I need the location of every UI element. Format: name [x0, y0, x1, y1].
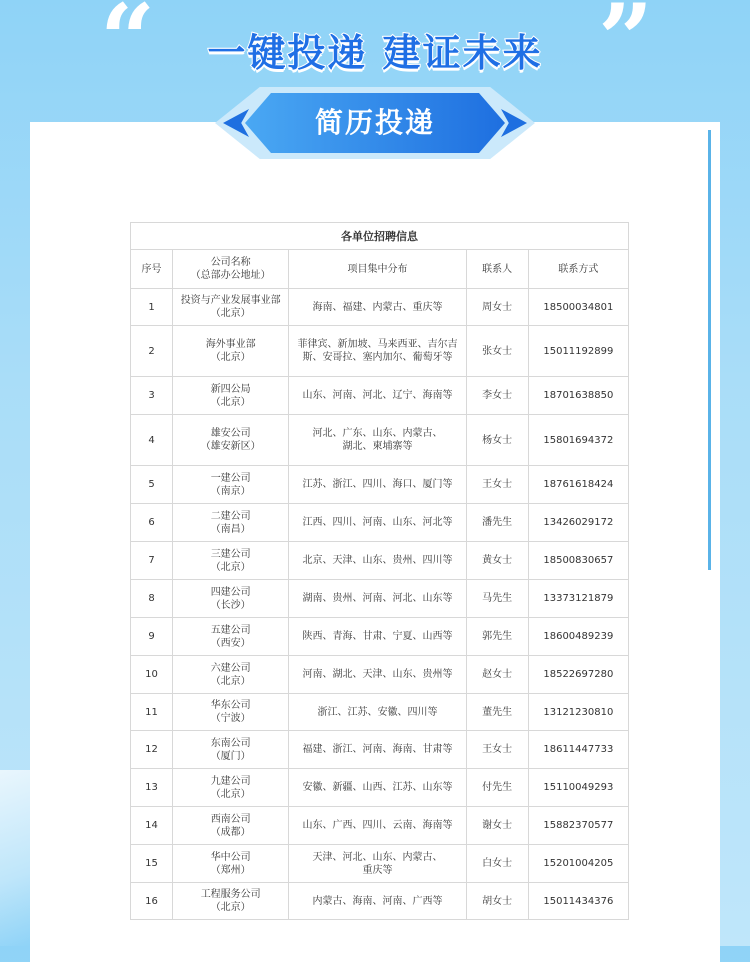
company-name: 投资与产业发展事业部 — [180, 295, 281, 306]
row-projects — [289, 731, 466, 769]
row-contact: 王女士 — [466, 731, 528, 769]
row-number: 2 — [131, 326, 173, 377]
row-contact: 董先生 — [466, 694, 528, 731]
project-line: 江西、四川、河南、山东、河北等 — [302, 517, 453, 528]
project-line: 福建、浙江、河南、海南、甘肃等 — [302, 744, 453, 755]
row-phone: 18701638850 — [528, 377, 628, 415]
row-number: 12 — [131, 731, 173, 769]
row-phone: 18600489239 — [528, 618, 628, 656]
row-company — [173, 656, 289, 694]
row-contact: 白女士 — [466, 845, 528, 883]
row-contact: 马先生 — [466, 580, 528, 618]
table-title-row — [131, 223, 629, 250]
project-line: 天津、河北、山东、内蒙古、 — [312, 851, 443, 863]
project-line: 海南、福建、内蒙古、重庆等 — [312, 301, 443, 313]
row-number: 4 — [131, 415, 173, 466]
row-projects — [289, 580, 466, 618]
project-line: 山东、河南、河北、辽宁、海南等 — [302, 390, 453, 401]
company-city: （北京） — [210, 902, 251, 913]
table-row — [131, 377, 629, 415]
row-projects — [289, 326, 466, 377]
company-city: （南昌） — [210, 523, 251, 535]
company-city: （北京） — [210, 308, 251, 319]
row-phone: 18500034801 — [528, 289, 628, 326]
row-company — [173, 883, 289, 920]
row-phone: 15801694372 — [528, 415, 628, 466]
project-line: 重庆等 — [362, 864, 393, 876]
company-name: 东南公司 — [210, 737, 251, 749]
company-city: （宁波） — [210, 713, 251, 724]
table-row — [131, 542, 629, 580]
company-name: 六建公司 — [210, 662, 251, 674]
close-quote-mark: ” — [598, 0, 654, 96]
header-projects: 项目集中分布 — [289, 250, 466, 289]
header-contact: 联系人 — [466, 250, 528, 289]
table-row — [131, 618, 629, 656]
table-row — [131, 883, 629, 920]
row-phone: 15201004205 — [528, 845, 628, 883]
company-city: （北京） — [210, 561, 251, 573]
company-city: （南京） — [210, 485, 251, 497]
row-company — [173, 580, 289, 618]
company-name: 雄安公司 — [210, 428, 251, 439]
row-company — [173, 694, 289, 731]
company-city: （北京） — [210, 788, 251, 800]
row-contact: 付先生 — [466, 769, 528, 807]
background-streak — [0, 770, 30, 946]
table-title: 各单位招聘信息 — [131, 223, 629, 250]
table-row — [131, 731, 629, 769]
page-headline: 一键投递 建证未来 — [207, 31, 543, 75]
project-line: 浙江、江苏、安徽、四川等 — [317, 706, 438, 718]
company-city: （西安） — [210, 637, 251, 649]
row-contact: 胡女士 — [466, 883, 528, 920]
table-row — [131, 580, 629, 618]
company-name: 海外事业部 — [205, 339, 256, 350]
table-header-row — [131, 250, 629, 289]
row-number: 3 — [131, 377, 173, 415]
company-city: （长沙） — [210, 599, 251, 611]
table-row — [131, 769, 629, 807]
row-contact: 周女士 — [466, 289, 528, 326]
row-company — [173, 618, 289, 656]
project-line: 陕西、青海、甘肃、宁夏、山西等 — [302, 631, 453, 642]
row-contact: 黄女士 — [466, 542, 528, 580]
row-phone: 15110049293 — [528, 769, 628, 807]
row-contact: 潘先生 — [466, 504, 528, 542]
company-city: （成都） — [210, 826, 251, 838]
project-line: 河南、湖北、天津、山东、贵州等 — [302, 669, 453, 680]
row-phone: 18761618424 — [528, 466, 628, 504]
row-company — [173, 377, 289, 415]
row-number: 8 — [131, 580, 173, 618]
header-phone: 联系方式 — [528, 250, 628, 289]
row-company — [173, 731, 289, 769]
company-name: 五建公司 — [210, 624, 251, 636]
row-phone: 15011434376 — [528, 883, 628, 920]
company-name: 西南公司 — [210, 813, 251, 825]
row-phone: 15011192899 — [528, 326, 628, 377]
row-number: 6 — [131, 504, 173, 542]
project-line: 菲律宾、新加坡、马来西亚、吉尔吉 — [297, 339, 458, 350]
company-city: （北京） — [210, 396, 251, 408]
header-company-label: 公司名称 — [210, 257, 251, 268]
company-city: （厦门） — [210, 750, 251, 762]
row-projects — [289, 377, 466, 415]
section-ribbon — [215, 87, 535, 159]
row-company — [173, 466, 289, 504]
row-projects — [289, 769, 466, 807]
recruitment-table — [130, 222, 629, 920]
company-name: 华中公司 — [210, 851, 251, 863]
company-name: 一建公司 — [210, 472, 251, 484]
row-phone: 18522697280 — [528, 656, 628, 694]
row-contact: 郭先生 — [466, 618, 528, 656]
row-number: 5 — [131, 466, 173, 504]
row-phone: 13121230810 — [528, 694, 628, 731]
row-number: 13 — [131, 769, 173, 807]
open-quote-mark: “ — [100, 0, 156, 96]
table-row — [131, 694, 629, 731]
row-company — [173, 289, 289, 326]
project-line: 河北、广东、山东、内蒙古、 — [312, 428, 443, 439]
row-projects — [289, 504, 466, 542]
table-row — [131, 807, 629, 845]
company-name: 三建公司 — [210, 548, 251, 560]
project-line: 山东、广西、四川、云南、海南等 — [302, 820, 453, 831]
company-city: （雄安新区） — [200, 441, 261, 452]
company-name: 华东公司 — [210, 700, 251, 711]
row-projects — [289, 618, 466, 656]
company-city: （北京） — [210, 675, 251, 687]
table-row — [131, 656, 629, 694]
row-contact: 李女士 — [466, 377, 528, 415]
row-contact: 赵女士 — [466, 656, 528, 694]
row-number: 16 — [131, 883, 173, 920]
row-number: 9 — [131, 618, 173, 656]
table-row — [131, 845, 629, 883]
table-row — [131, 415, 629, 466]
project-line: 斯、安哥拉、塞内加尔、葡萄牙等 — [302, 352, 453, 363]
company-name: 新四公局 — [210, 383, 251, 395]
company-city: （北京） — [210, 352, 251, 363]
row-projects — [289, 542, 466, 580]
row-contact: 杨女士 — [466, 415, 528, 466]
company-name: 四建公司 — [210, 586, 251, 598]
table-row — [131, 504, 629, 542]
row-projects — [289, 289, 466, 326]
row-number: 14 — [131, 807, 173, 845]
project-line: 湖北、柬埔寨等 — [342, 441, 413, 452]
header-company-sub: （总部办公地址） — [190, 270, 271, 281]
row-contact: 王女士 — [466, 466, 528, 504]
row-phone: 13373121879 — [528, 580, 628, 618]
row-company — [173, 807, 289, 845]
row-projects — [289, 845, 466, 883]
row-company — [173, 769, 289, 807]
recruitment-table-body — [131, 223, 629, 920]
row-projects — [289, 466, 466, 504]
row-phone: 15882370577 — [528, 807, 628, 845]
row-number: 11 — [131, 694, 173, 731]
table-row — [131, 466, 629, 504]
row-number: 15 — [131, 845, 173, 883]
row-company — [173, 845, 289, 883]
row-company — [173, 326, 289, 377]
project-line: 安徽、新疆、山西、江苏、山东等 — [302, 782, 453, 793]
project-line: 北京、天津、山东、贵州、四川等 — [302, 555, 453, 566]
row-company — [173, 415, 289, 466]
table-row — [131, 289, 629, 326]
header-company — [173, 250, 289, 289]
row-phone: 18611447733 — [528, 731, 628, 769]
row-projects — [289, 656, 466, 694]
row-phone: 13426029172 — [528, 504, 628, 542]
row-number: 7 — [131, 542, 173, 580]
company-name: 二建公司 — [210, 510, 251, 522]
row-projects — [289, 694, 466, 731]
row-number: 10 — [131, 656, 173, 694]
company-name: 九建公司 — [210, 775, 251, 787]
row-contact: 张女士 — [466, 326, 528, 377]
company-city: （郑州） — [210, 864, 251, 876]
header-no: 序号 — [131, 250, 173, 289]
project-line: 内蒙古、海南、河南、广西等 — [312, 895, 443, 907]
company-name: 工程服务公司 — [200, 889, 261, 900]
project-line: 湖南、贵州、河南、河北、山东等 — [302, 593, 453, 604]
row-company — [173, 542, 289, 580]
row-company — [173, 504, 289, 542]
row-number: 1 — [131, 289, 173, 326]
row-contact: 谢女士 — [466, 807, 528, 845]
row-projects — [289, 883, 466, 920]
row-projects — [289, 807, 466, 845]
panel-edge-line — [708, 130, 711, 570]
row-projects — [289, 415, 466, 466]
row-phone: 18500830657 — [528, 542, 628, 580]
table-row — [131, 326, 629, 377]
ribbon-label: 简历投递 — [314, 106, 435, 139]
project-line: 江苏、浙江、四川、海口、厦门等 — [302, 479, 453, 490]
